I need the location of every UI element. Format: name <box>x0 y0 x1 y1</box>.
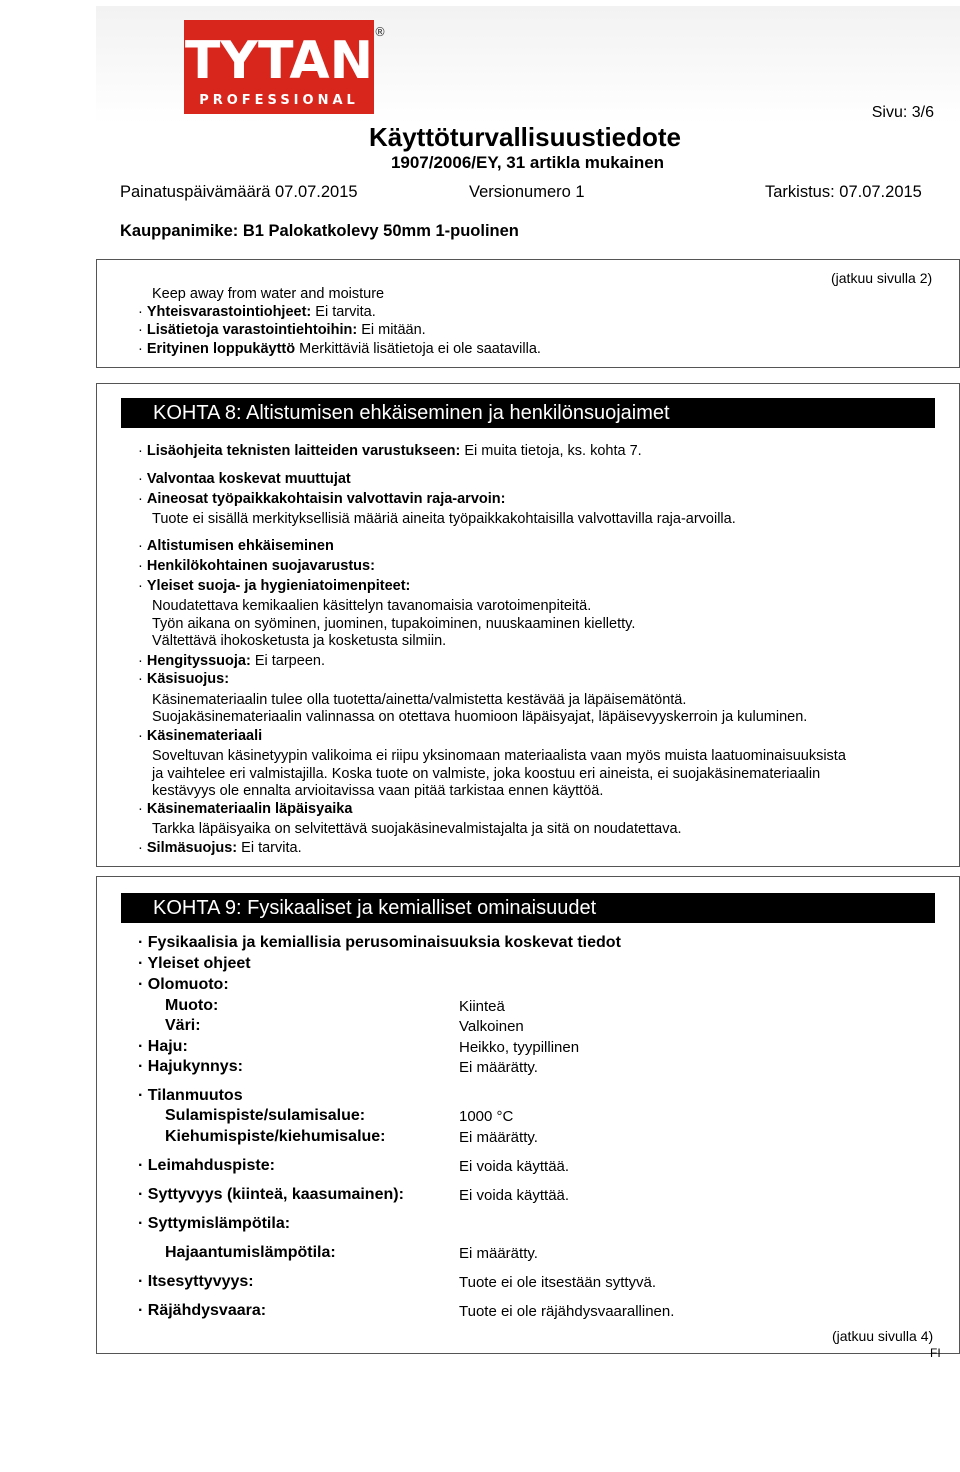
continued-to: (jatkuu sivulla 4) <box>832 1328 934 1344</box>
hand-text-1: Käsinemateriaalin tulee olla tuotetta/ainetta/valmistetta kestävää ja läpäisemätöntä. <box>152 692 687 708</box>
form-value: Kiinteä <box>459 998 505 1015</box>
version-number: Versionumero 1 <box>469 183 585 201</box>
document-title: Käyttöturvallisuustiedote <box>368 122 682 152</box>
revision-date: Tarkistus: 07.07.2015 <box>765 183 922 201</box>
exposure-controls-line: · Altistumisen ehkäiseminen <box>138 538 334 554</box>
tytan-logo <box>184 20 388 114</box>
general-info-line: · Yleiset ohjeet <box>138 955 251 972</box>
page-number: Sivu: 3/6 <box>871 104 934 121</box>
ppe-line: · Henkilökohtainen suojavarustus: <box>138 558 375 574</box>
permeation-text: Tarkka läpäisyaika on selvitettävä suojakäsinevalmistajalta ja sitä on noudatettava. <box>152 821 682 837</box>
eye-protection-line: · Silmäsuojus: Ei tarvita. <box>138 840 302 856</box>
hand-text-2: Suojakäsinemateriaalin valinnassa on otettava huomioon läpäisyajat, läpäisevyyskerroin ja kuluminen. <box>152 709 808 725</box>
hand-protection-line: · Käsisuojus: <box>138 671 230 687</box>
logo-sub-text: PROFESSIONAL <box>199 93 359 108</box>
explosion-label: · Räjähdysvaara: <box>138 1302 267 1319</box>
storage-note: Keep away from water and moisture <box>152 286 385 302</box>
glove-text-1: Soveltuvan käsinetyypin valikoima ei riipu yksinomaan materiaalista vaan myös muista laatuominaisuuksista <box>152 748 846 764</box>
odour-value: Heikko, tyypillinen <box>459 1039 580 1056</box>
limit-values-line: · Aineosat työpaikkakohtaisin valvottavin raja-arvoin: <box>138 491 506 507</box>
logo-brand-text: TYTAN <box>184 31 374 91</box>
flammability-value: Ei voida käyttää. <box>459 1187 570 1204</box>
limit-values-text: Tuote ei sisällä merkityksellisiä määriä aineita työpaikkakohtaisilla valvottavilla raja-arvoilla. <box>152 511 736 527</box>
section-8-title: KOHTA 8: Altistumisen ehkäiseminen ja henkilönsuojaimet <box>121 398 935 428</box>
continued-from: (jatkuu sivulla 2) <box>831 270 933 286</box>
section-9-title: KOHTA 9: Fysikaaliset ja kemialliset ominaisuudet <box>121 893 935 923</box>
language-code: FI <box>930 1346 941 1360</box>
state-change-line: · Tilanmuutos <box>138 1087 243 1104</box>
ignition-temp-label: · Syttymislämpötila: <box>138 1215 291 1232</box>
basic-properties-line: · Fysikaalisia ja kemiallisia perusominaisuuksia koskevat tiedot <box>138 934 621 951</box>
odour-label: · Haju: <box>138 1038 188 1055</box>
melting-value: 1000 °C <box>459 1108 514 1125</box>
tech-equipment-line: · Lisäohjeita teknisten laitteiden varustukseen: Ei muita tietoja, ks. kohta 7. <box>138 443 642 459</box>
print-date: Painatuspäivämäärä 07.07.2015 <box>120 183 358 201</box>
glove-material-line: · Käsinemateriaali <box>138 728 263 744</box>
joint-storage-line: · Yhteisvarastointiohjeet: Ei tarvita. <box>138 304 376 320</box>
color-label: Väri: <box>165 1017 201 1034</box>
hygiene-line: · Yleiset suoja- ja hygieniatoimenpiteet: <box>138 578 411 594</box>
appearance-line: · Olomuoto: <box>138 976 229 993</box>
hygiene-text-3: Vältettävä ihokosketusta ja kosketusta silmiin. <box>152 633 447 649</box>
glove-text-2: ja vaihtelee eri valmistajilla. Koska tuote on valmiste, joka koostuu eri aineista, ei suojakäsinemateriaalin <box>152 766 821 782</box>
boiling-label: Kiehumispiste/kiehumisalue: <box>165 1128 386 1145</box>
form-label: Muoto: <box>165 997 219 1014</box>
decomposition-label: Hajaantumislämpötila: <box>165 1244 336 1261</box>
control-params-line: · Valvontaa koskevat muuttujat <box>138 471 351 487</box>
document-subtitle: 1907/2006/EY, 31 artikla mukainen <box>390 153 665 172</box>
boiling-value: Ei määrätty. <box>459 1129 538 1146</box>
respiratory-line: · Hengityssuoja: Ei tarpeen. <box>138 653 325 669</box>
flammability-label: · Syttyvyys (kiinteä, kaasumainen): <box>138 1186 404 1203</box>
color-value: Valkoinen <box>459 1018 524 1035</box>
glove-text-3: kestävyys ole ennalta arvioitavissa vaan pitää tarkistaa ennen käyttöä. <box>152 783 604 799</box>
hygiene-text-1: Noudatettava kemikaalien käsittelyn tavanomaisia varotoimenpiteitä. <box>152 598 592 614</box>
self-ignition-value: Tuote ei ole itsestään syttyvä. <box>459 1274 657 1291</box>
permeation-line: · Käsinemateriaalin läpäisyaika <box>138 801 353 817</box>
decomposition-value: Ei määrätty. <box>459 1245 538 1262</box>
end-use-line: · Erityinen loppukäyttö Merkittäviä lisätietoja ei ole saatavilla. <box>138 341 541 357</box>
odour-threshold-label: · Hajukynnys: <box>138 1058 243 1075</box>
explosion-value: Tuote ei ole räjähdysvaarallinen. <box>459 1303 675 1320</box>
melting-label: Sulamispiste/sulamisalue: <box>165 1107 366 1124</box>
odour-threshold-value: Ei määrätty. <box>459 1059 538 1076</box>
trade-name: Kauppanimike: B1 Palokatkolevy 50mm 1-puolinen <box>120 222 519 240</box>
storage-info-line: · Lisätietoja varastointiehtoihin: Ei mitään. <box>138 322 426 338</box>
registered-mark: ® <box>374 25 386 39</box>
flash-point-value: Ei voida käyttää. <box>459 1158 570 1175</box>
flash-point-label: · Leimahduspiste: <box>138 1157 275 1174</box>
self-ignition-label: · Itsesyttyvyys: <box>138 1273 254 1290</box>
hygiene-text-2: Työn aikana on syöminen, juominen, tupakoiminen, nuuskaaminen kielletty. <box>152 616 636 632</box>
